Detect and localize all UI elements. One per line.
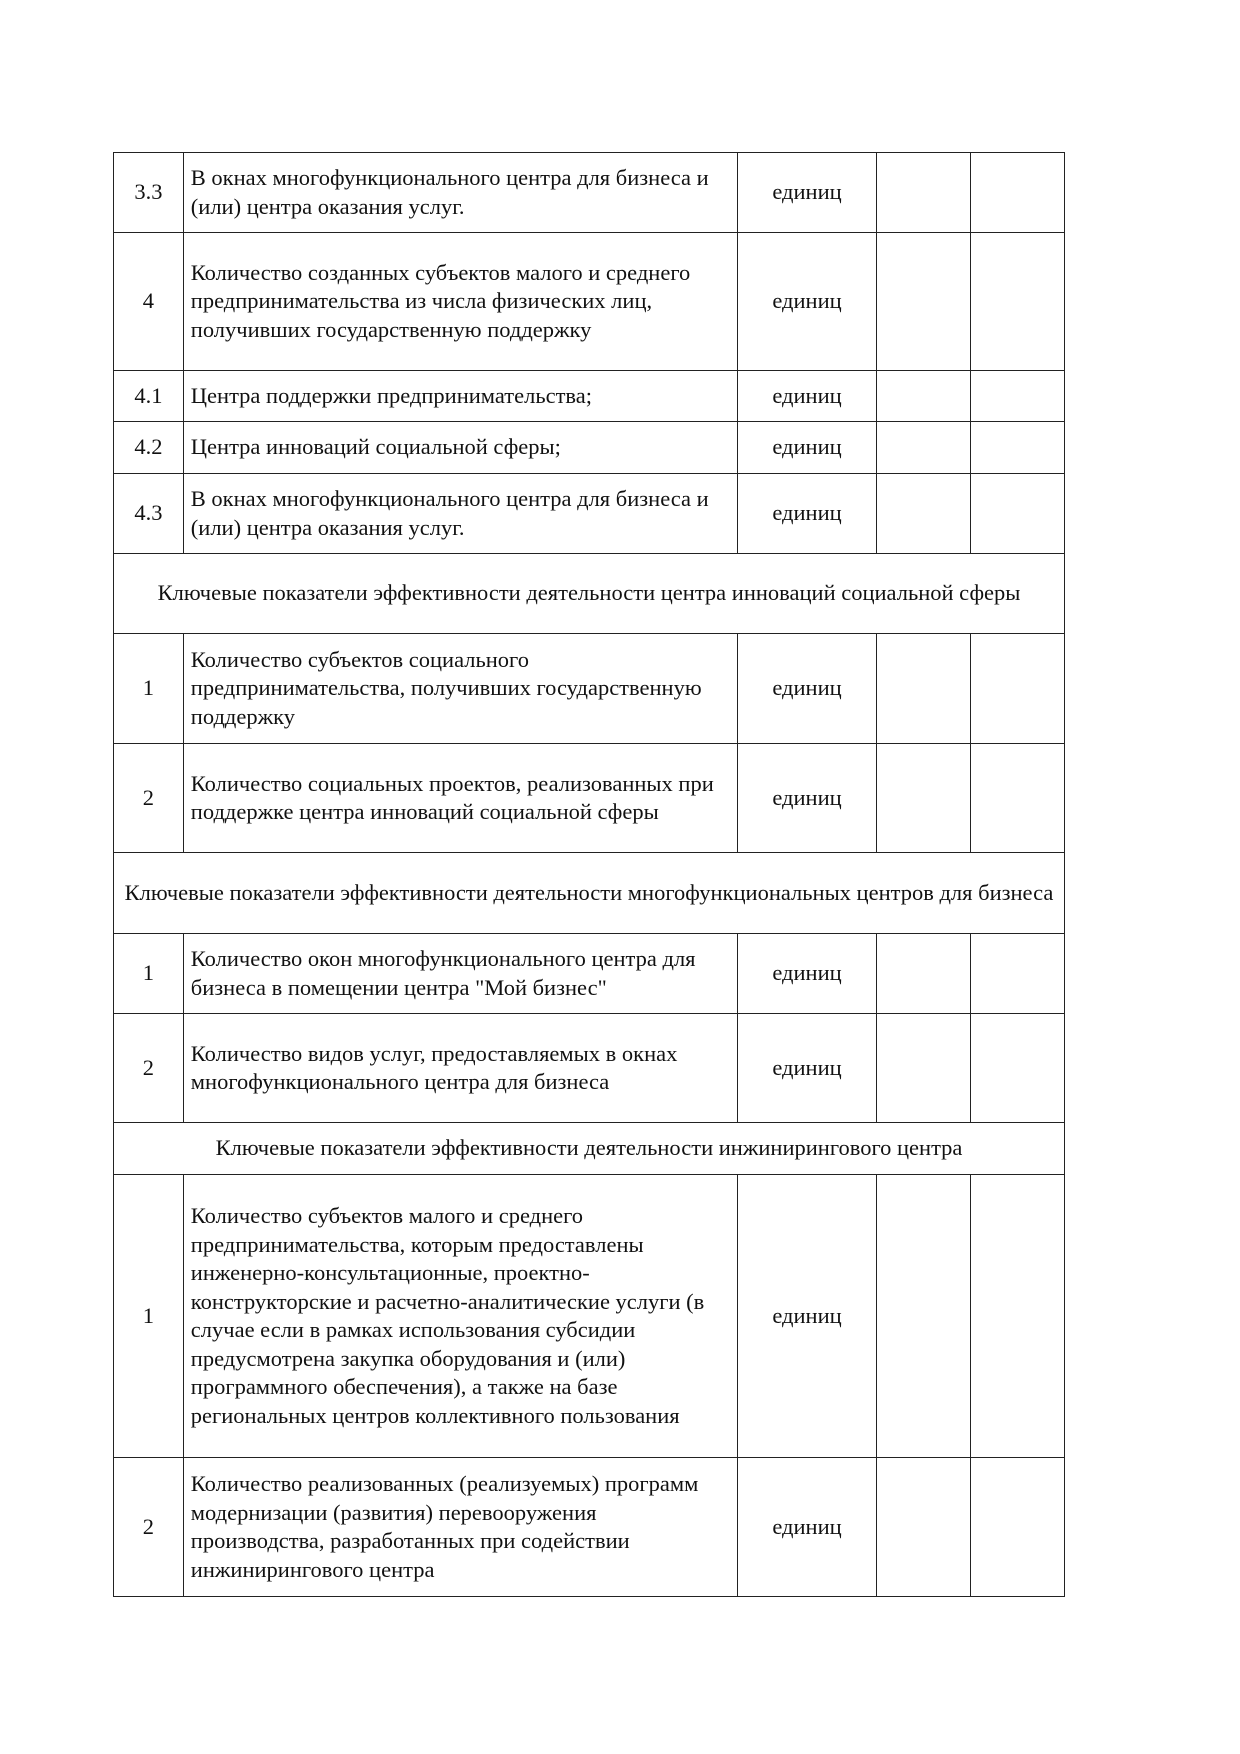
section-title: Ключевые показатели эффективности деятельности инжинирингового центра bbox=[114, 1123, 1065, 1175]
table-row bbox=[114, 744, 1065, 853]
unit-cell: единиц bbox=[738, 233, 877, 371]
value-cell bbox=[876, 634, 970, 744]
value-cell bbox=[970, 422, 1064, 474]
row-number: 4 bbox=[114, 233, 184, 371]
table-row bbox=[114, 934, 1065, 1014]
indicator-name: Центра инноваций социальной сферы; bbox=[183, 422, 737, 474]
value-cell bbox=[970, 233, 1064, 371]
value-cell bbox=[970, 474, 1064, 554]
row-number: 1 bbox=[114, 1175, 184, 1458]
row-number: 1 bbox=[114, 934, 184, 1014]
indicator-name: Количество субъектов социального предпринимательства, получивших государственную поддержку bbox=[183, 634, 737, 744]
unit-cell: единиц bbox=[738, 153, 877, 233]
value-cell bbox=[970, 1458, 1064, 1597]
value-cell bbox=[970, 744, 1064, 853]
table-row bbox=[114, 1175, 1065, 1458]
value-cell bbox=[876, 233, 970, 371]
value-cell bbox=[876, 1014, 970, 1123]
value-cell bbox=[970, 634, 1064, 744]
unit-cell: единиц bbox=[738, 634, 877, 744]
row-number: 3.3 bbox=[114, 153, 184, 233]
indicator-name: Количество созданных субъектов малого и среднего предпринимательства из числа физических лиц, получивших государственную поддержку bbox=[183, 233, 737, 371]
value-cell bbox=[876, 153, 970, 233]
section-header-row bbox=[114, 1123, 1065, 1175]
row-number: 4.3 bbox=[114, 474, 184, 554]
table-row bbox=[114, 422, 1065, 474]
value-cell bbox=[876, 422, 970, 474]
row-number: 2 bbox=[114, 1014, 184, 1123]
indicator-name: В окнах многофункционального центра для бизнеса и (или) центра оказания услуг. bbox=[183, 153, 737, 233]
row-number: 2 bbox=[114, 744, 184, 853]
section-header-row bbox=[114, 853, 1065, 934]
unit-cell: единиц bbox=[738, 1458, 877, 1597]
table-row bbox=[114, 233, 1065, 371]
unit-cell: единиц bbox=[738, 1014, 877, 1123]
section-header-row bbox=[114, 554, 1065, 634]
section-title: Ключевые показатели эффективности деятельности центра инноваций социальной сферы bbox=[114, 554, 1065, 634]
table-row bbox=[114, 1458, 1065, 1597]
unit-cell: единиц bbox=[738, 744, 877, 853]
indicators-table bbox=[113, 152, 1065, 1597]
row-number: 2 bbox=[114, 1458, 184, 1597]
section-title: Ключевые показатели эффективности деятельности многофункциональных центров для бизнеса bbox=[114, 853, 1065, 934]
row-number: 4.2 bbox=[114, 422, 184, 474]
indicator-name: В окнах многофункционального центра для бизнеса и (или) центра оказания услуг. bbox=[183, 474, 737, 554]
table-row bbox=[114, 1014, 1065, 1123]
indicator-name: Количество социальных проектов, реализованных при поддержке центра инноваций социальной сферы bbox=[183, 744, 737, 853]
value-cell bbox=[970, 153, 1064, 233]
value-cell bbox=[876, 371, 970, 422]
value-cell bbox=[876, 1458, 970, 1597]
unit-cell: единиц bbox=[738, 422, 877, 474]
unit-cell: единиц bbox=[738, 371, 877, 422]
value-cell bbox=[876, 934, 970, 1014]
value-cell bbox=[876, 474, 970, 554]
value-cell bbox=[876, 1175, 970, 1458]
value-cell bbox=[970, 371, 1064, 422]
indicator-name: Количество субъектов малого и среднего предпринимательства, которым предоставлены инженерно-консультационные, проектно-конструкторские и расчетно-аналитические услуги (в случае если в рамках использования субсидии предусмотрена закупка оборудования и (или) программного обеспечения), а также на базе региональных центров коллективного пользования bbox=[183, 1175, 737, 1458]
table-row bbox=[114, 371, 1065, 422]
row-number: 4.1 bbox=[114, 371, 184, 422]
table-row bbox=[114, 634, 1065, 744]
indicator-name: Количество окон многофункционального центра для бизнеса в помещении центра "Мой бизнес" bbox=[183, 934, 737, 1014]
indicator-name: Центра поддержки предпринимательства; bbox=[183, 371, 737, 422]
unit-cell: единиц bbox=[738, 474, 877, 554]
row-number: 1 bbox=[114, 634, 184, 744]
value-cell bbox=[970, 1014, 1064, 1123]
value-cell bbox=[970, 934, 1064, 1014]
value-cell bbox=[970, 1175, 1064, 1458]
unit-cell: единиц bbox=[738, 1175, 877, 1458]
table-row bbox=[114, 474, 1065, 554]
table-row bbox=[114, 153, 1065, 233]
indicator-name: Количество видов услуг, предоставляемых в окнах многофункционального центра для бизнеса bbox=[183, 1014, 737, 1123]
unit-cell: единиц bbox=[738, 934, 877, 1014]
value-cell bbox=[876, 744, 970, 853]
indicator-name: Количество реализованных (реализуемых) программ модернизации (развития) перевооружения производства, разработанных при содействии инжинирингового центра bbox=[183, 1458, 737, 1597]
